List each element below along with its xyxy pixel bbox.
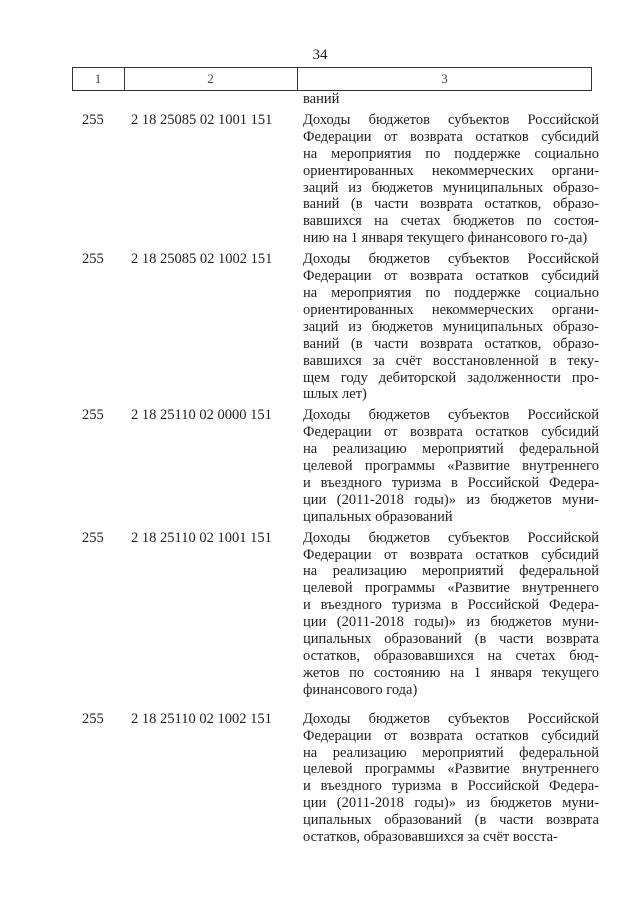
page-number: 34	[312, 47, 328, 63]
description-line: заций из бюджетов муниципальных образо-	[303, 179, 599, 196]
header-col-2: 2	[207, 71, 214, 86]
description-line: Доходы бюджетов субъектов Российской	[303, 251, 599, 268]
description-line: и въездного туризма в Российской Федера-	[303, 474, 599, 491]
description-line: Федерации от возврата остатков субсидий	[303, 128, 599, 145]
description-line: ципальных образований	[303, 508, 453, 525]
description-line: вавшихся за счёт восстановленной в теку-	[303, 352, 599, 369]
admin-code-cell: 255	[82, 251, 104, 268]
description-line: ваний (в части возврата остатков, образо-	[303, 335, 599, 352]
description-cell	[303, 91, 599, 108]
description-line: ориентированных некоммерческих органи-	[303, 162, 599, 179]
description-line: на мероприятия по поддержке социально	[303, 145, 599, 162]
description-line: ваний (в части возврата остатков, образо-	[303, 196, 599, 213]
description-line: и въездного туризма в Российской Федера-	[303, 778, 599, 795]
description-cell	[303, 407, 599, 525]
description-line: на мероприятия по поддержке социально	[303, 284, 599, 301]
description-line: на реализацию мероприятий федеральной	[303, 744, 599, 761]
income-code-cell: 2 18 25085 02 1001 151	[131, 111, 273, 128]
description-cell	[303, 530, 599, 699]
header-divider	[591, 68, 592, 90]
description-line: заций из бюджетов муниципальных образо-	[303, 318, 599, 335]
admin-code-cell: 255	[82, 710, 104, 727]
description-line: ваний	[303, 91, 340, 107]
description-line: Доходы бюджетов субъектов Российской	[303, 407, 599, 424]
table-row	[0, 91, 640, 108]
description-cell	[303, 112, 599, 247]
description-line: финансового года)	[303, 681, 418, 698]
header-col-1: 1	[94, 71, 102, 86]
description-line: целевой программы «Развитие внутреннего	[303, 761, 599, 778]
description-cell	[303, 251, 599, 403]
description-line: ции (2011-2018 годы)» из бюджетов муни-	[303, 795, 599, 812]
description-line: Доходы бюджетов субъектов Российской	[303, 529, 599, 546]
income-code-cell: 2 18 25085 02 1002 151	[131, 251, 273, 268]
table-row	[0, 251, 640, 403]
description-line: Федерации от возврата остатков субсидий	[303, 424, 599, 441]
table-row	[0, 530, 640, 699]
description-line: ципальных образований (в части возврата	[303, 812, 599, 829]
description-line: щем году дебиторской задолженности про-	[303, 369, 599, 386]
description-line: остатков, образовавшихся на счетах бюд-	[303, 648, 599, 664]
admin-code-cell: 255	[82, 529, 104, 546]
description-line: Федерации от возврата остатков субсидий	[303, 546, 599, 563]
admin-code-cell: 255	[82, 407, 104, 424]
income-code-cell: 2 18 25110 02 1002 151	[131, 710, 272, 727]
description-line: на реализацию мероприятий федеральной	[303, 563, 599, 580]
description-cell	[303, 711, 599, 846]
description-line: Доходы бюджетов субъектов Российской	[303, 111, 599, 128]
table-header	[72, 67, 592, 91]
description-line: целевой программы «Развитие внутреннего	[303, 580, 599, 597]
description-line: Доходы бюджетов субъектов Российской	[303, 710, 599, 727]
description-line: остатков, образовавшихся за счёт восста-	[303, 829, 558, 846]
description-line: целевой программы «Развитие внутреннего	[303, 458, 599, 475]
header-col-3: 3	[441, 71, 448, 86]
income-code-cell: 2 18 25110 02 0000 151	[131, 407, 272, 424]
table-row	[0, 112, 640, 247]
description-line: шлых лет)	[303, 386, 367, 403]
description-line: ции (2011-2018 годы)» из бюджетов муни-	[303, 491, 599, 508]
description-line: и въездного туризма в Российской Федера-	[303, 597, 599, 614]
description-line: вавшихся на счетах бюджетов по состоя-	[303, 213, 599, 230]
description-line: Федерации от возврата остатков субсидий	[303, 727, 599, 744]
income-code-cell: 2 18 25110 02 1001 151	[131, 529, 272, 546]
description-line: Федерации от возврата остатков субсидий	[303, 268, 599, 285]
admin-code-cell: 255	[82, 111, 104, 128]
table-row	[0, 407, 640, 525]
description-line: на реализацию мероприятий федеральной	[303, 441, 599, 458]
description-line: ципальных образований (в части возврата	[303, 631, 599, 648]
description-line: жетов по состоянию на 1 января текущего	[303, 664, 599, 681]
table-body	[0, 91, 640, 846]
description-line: ции (2011-2018 годы)» из бюджетов муни-	[303, 614, 599, 631]
description-line: ориентированных некоммерческих органи-	[303, 301, 599, 318]
table-row	[0, 711, 640, 846]
description-line: нию на 1 января текущего финансового го-да)	[303, 230, 588, 247]
